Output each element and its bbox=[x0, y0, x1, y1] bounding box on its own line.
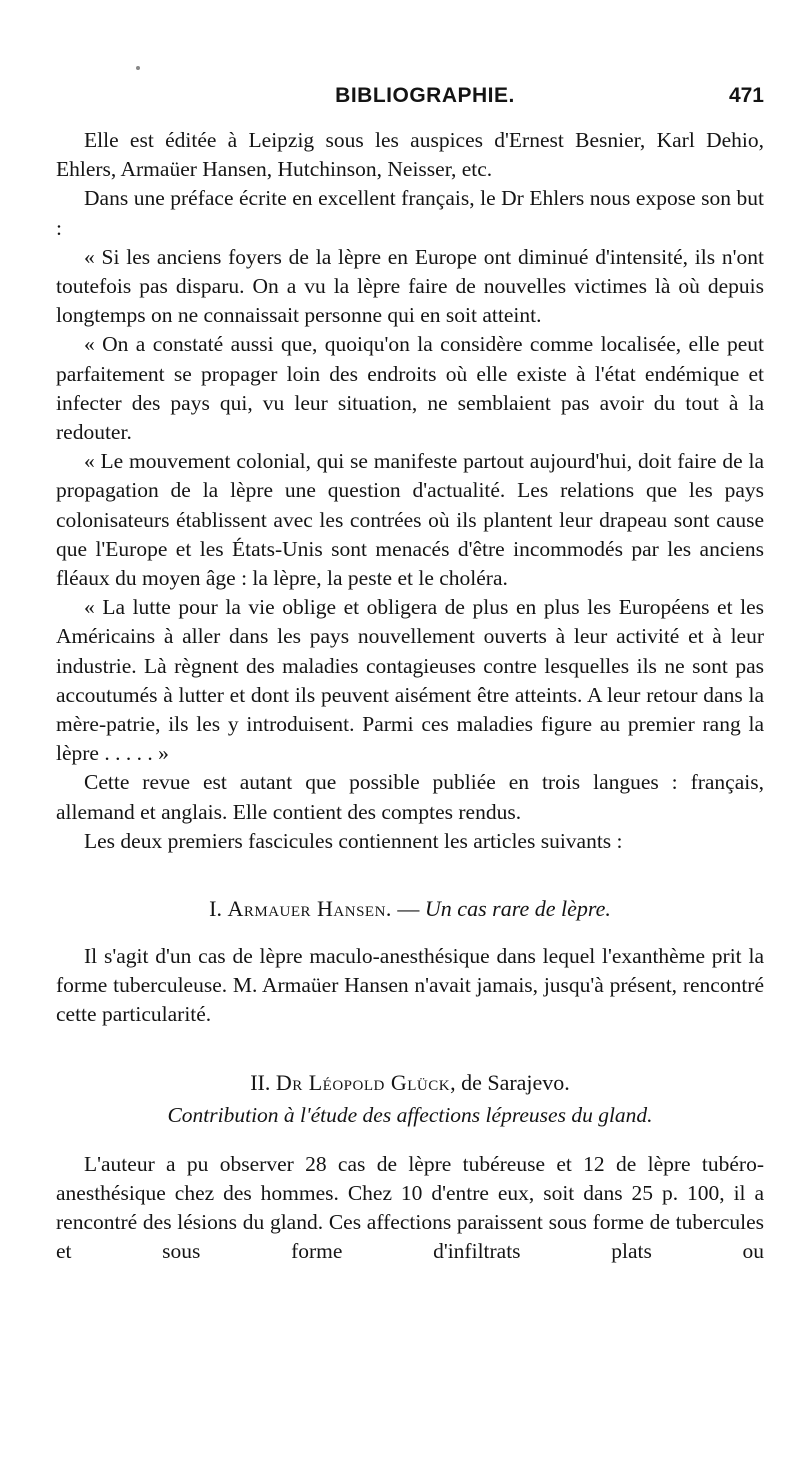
paragraph-quote-4: « La lutte pour la vie oblige et obligera de plus en plus les Européens et les Américains à aller dans les pays nouvellement ouverts à leur activité et à leur industrie. Là règnent des maladies contagieuses contre lesquelles ils ne sont pas accoutumés à lutter et dont ils peuvent aisément être atteints. A leur retour dans la mère-patrie, ils les y introduisent. Parmi ces maladies figure au premier rang la lèpre . . . . . » bbox=[56, 595, 764, 766]
page-number: 471 bbox=[728, 84, 764, 107]
paragraph-contents: Les deux premiers fascicules contiennent les articles suivants : bbox=[84, 828, 623, 853]
section-1-dash: — bbox=[397, 896, 420, 922]
section-1-title: Un cas rare de lèpre. bbox=[424, 896, 611, 922]
section-1-author: Armauer Hansen. bbox=[227, 896, 392, 922]
paragraph-quote-3: « Le mouvement colonial, qui se manifeste partout aujourd'hui, doit faire de la propagation de la lèpre une question d'actualité. Les relations que les pays colonisateurs établissent avec les contrées où ils plantent leur drapeau sont cause que l'Europe et les États-Unis sont menacés d'être incommodés par les anciens fléaux du moyen âge : la lèpre, la peste et le choléra. bbox=[56, 449, 764, 591]
print-speck bbox=[136, 66, 140, 70]
paragraph-publication: Elle est éditée à Leipzig sous les auspices d'Ernest Besnier, Karl Dehio, Ehlers, Armaüer Hansen, Hutchinson, Neisser, etc. bbox=[56, 128, 764, 182]
running-header bbox=[56, 84, 764, 116]
section-2-title: Contribution à l'étude des affections lépreuses du gland. bbox=[167, 1102, 653, 1127]
paragraph-languages: Cette revue est autant que possible publiée en trois langues : français, allemand et anglais. Elle contient des comptes rendus. bbox=[56, 770, 764, 824]
header-title: BIBLIOGRAPHIE. bbox=[335, 84, 515, 107]
section-2-heading bbox=[56, 1068, 764, 1098]
section-2-body: L'auteur a pu observer 28 cas de lèpre tubéreuse et 12 de lèpre tubéro-anesthésique chez des hommes. Chez 10 d'entre eux, soit dans 25 p. 100, il a rencontré des lésions du gland. Ces affections paraissent sous forme de tubercules et sous forme d'infiltrats plats ou bbox=[56, 1151, 764, 1264]
paragraph-quote-2: « On a constaté aussi que, quoiqu'on la considère comme localisée, elle peut parfaitement se propager loin des endroits où elle existe à l'état endémique et infecter des pays qui, vu leur situation, ne semblaient pas avoir du tout à la redouter. bbox=[56, 332, 764, 445]
section-2-number: II. bbox=[250, 1069, 271, 1095]
section-1-number: I. bbox=[209, 896, 222, 922]
paragraph-preface: Dans une préface écrite en excellent français, le Dr Ehlers nous expose son but : bbox=[56, 186, 764, 240]
section-1-body: Il s'agit d'un cas de lèpre maculo-anesthésique dans lequel l'exanthème prit la forme tuberculeuse. M. Armaüer Hansen n'avait jamais, jusqu'à présent, rencontré cette particularité. bbox=[56, 944, 764, 1027]
paragraph-quote-1: « Si les anciens foyers de la lèpre en Europe ont diminué d'intensité, ils n'ont toutefois pas disparu. On a vu la lèpre faire de nouvelles victimes là où depuis longtemps on ne connaissait personne qui en soit atteint. bbox=[56, 244, 764, 328]
section-2-author: Dr Léopold Glück bbox=[275, 1069, 451, 1095]
body-text bbox=[56, 126, 764, 1267]
section-2-place: , de Sarajevo. bbox=[450, 1069, 570, 1095]
section-1-heading bbox=[56, 894, 764, 924]
